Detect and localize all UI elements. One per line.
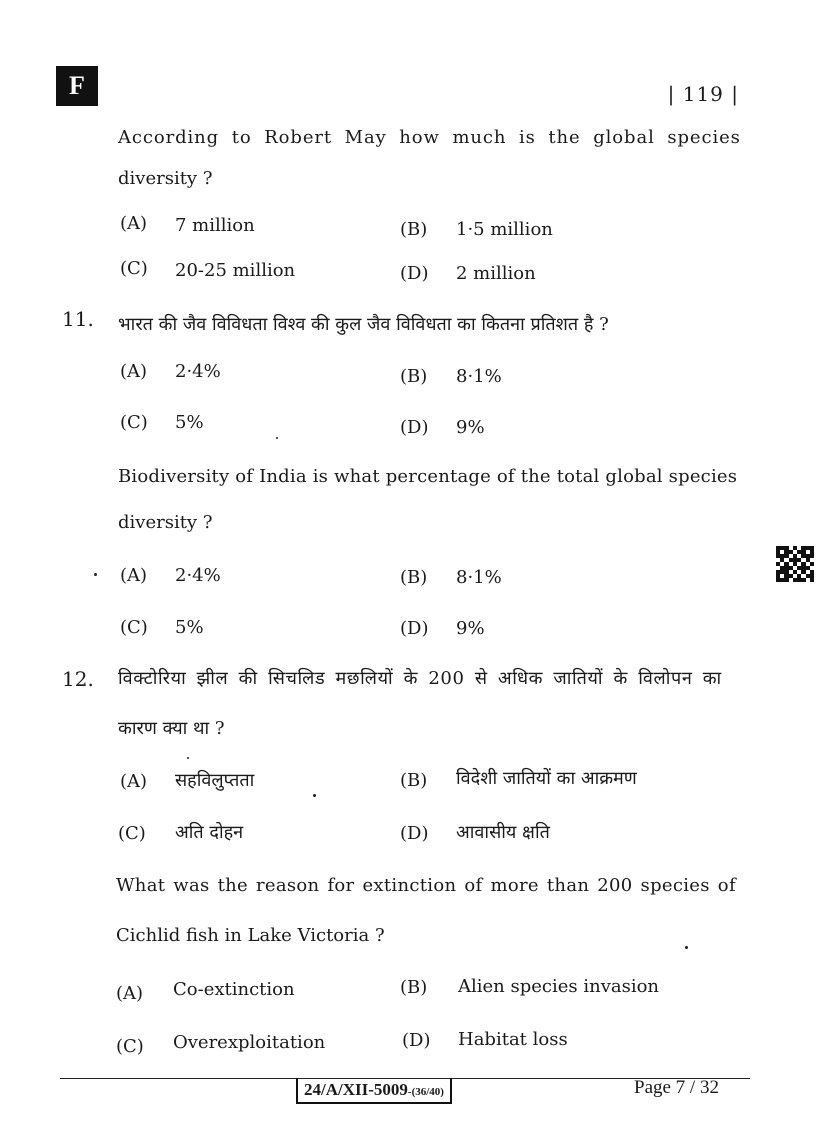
q11-hindi-option-a-letter: (A)	[120, 361, 148, 382]
paper-code	[296, 1078, 452, 1104]
q11-hindi-option-c-letter: (C)	[120, 412, 148, 433]
q10-option-b-text: 1·5 million	[456, 219, 553, 240]
q12-number: 12.	[62, 667, 94, 691]
q11-english-option-c-text: 5%	[175, 617, 204, 638]
q12-hindi-option-b-text: विदेशी जातियों का आक्रमण	[456, 768, 637, 789]
scan-speck	[313, 794, 316, 797]
q12-hindi-option-c-letter: (C)	[118, 823, 146, 844]
q10-option-d-text: 2 million	[456, 263, 536, 284]
q12-hindi-option-c-text: अति दोहन	[175, 822, 244, 843]
q12-english-option-a-letter: (A)	[116, 983, 144, 1004]
q10-option-d-letter: (D)	[400, 263, 429, 284]
q12-english-option-d-letter: (D)	[402, 1030, 431, 1051]
q11-hindi-option-d-text: 9%	[456, 417, 485, 438]
q12-english-line1: What was the reason for extinction of more than 200 species of	[116, 875, 736, 896]
paper-code-suffix: -(36/40)	[407, 1086, 444, 1098]
q11-hindi-question: भारत की जैव विविधता विश्व की कुल जैव विविधता का कितना प्रतिशत है ?	[118, 314, 609, 335]
q11-english-option-c-letter: (C)	[120, 617, 148, 638]
q11-english-option-a-letter: (A)	[120, 565, 148, 586]
q12-hindi-line2: कारण क्या था ?	[118, 718, 225, 739]
q11-english-option-d-text: 9%	[456, 618, 485, 639]
scan-speck	[94, 573, 97, 576]
q12-english-option-c-text: Overexploitation	[173, 1032, 326, 1053]
q12-english-option-a-text: Co-extinction	[173, 979, 295, 1000]
q10-option-c-text: 20-25 million	[175, 260, 296, 281]
q10-option-a-text: 7 million	[175, 215, 255, 236]
q12-hindi-option-d-text: आवासीय क्षति	[456, 822, 550, 843]
q10-option-a-letter: (A)	[120, 213, 148, 234]
q10-option-c-letter: (C)	[120, 258, 148, 279]
page-number: Page 7 / 32	[634, 1077, 719, 1098]
scan-speck	[685, 946, 688, 949]
q11-hindi-option-a-text: 2·4%	[175, 361, 221, 382]
q11-english-line2: diversity ?	[118, 512, 213, 533]
q12-english-option-d-text: Habitat loss	[458, 1029, 568, 1050]
q12-english-option-b-letter: (B)	[400, 977, 428, 998]
q11-english-option-b-text: 8·1%	[456, 567, 502, 588]
q11-english-option-a-text: 2·4%	[175, 565, 221, 586]
set-code-badge: F	[56, 66, 98, 106]
q11-hindi-option-b-letter: (B)	[400, 366, 428, 387]
q10-option-b-letter: (B)	[400, 219, 428, 240]
q10-english-line2: diversity ?	[118, 168, 213, 189]
q12-hindi-line1: विक्टोरिया झील की सिचलिड मछलियों के 200 से अधिक जातियों के विलोपन का	[118, 668, 722, 689]
q11-hindi-option-d-letter: (D)	[400, 417, 429, 438]
q12-hindi-option-d-letter: (D)	[400, 823, 429, 844]
q12-hindi-option-a-letter: (A)	[120, 771, 148, 792]
q11-number: 11.	[62, 307, 94, 331]
q11-english-option-b-letter: (B)	[400, 567, 428, 588]
page-reference: | 119 |	[667, 82, 739, 106]
qr-code	[776, 546, 814, 582]
paper-code-main: 24/A/XII-5009	[304, 1080, 408, 1099]
q12-english-line2: Cichlid fish in Lake Victoria ?	[116, 925, 385, 946]
scan-speck	[187, 757, 189, 759]
q11-hindi-option-b-text: 8·1%	[456, 366, 502, 387]
q12-hindi-option-a-text: सहविलुप्तता	[175, 770, 255, 791]
q12-english-option-b-text: Alien species invasion	[458, 976, 660, 997]
q12-hindi-option-b-letter: (B)	[400, 770, 428, 791]
scan-speck	[276, 437, 278, 439]
q11-hindi-option-c-text: 5%	[175, 412, 204, 433]
q11-english-option-d-letter: (D)	[400, 618, 429, 639]
q10-english-line1: According to Robert May how much is the global species	[118, 127, 741, 148]
q11-english-line1: Biodiversity of India is what percentage of the total global species	[118, 466, 738, 487]
q12-english-option-c-letter: (C)	[116, 1036, 144, 1057]
